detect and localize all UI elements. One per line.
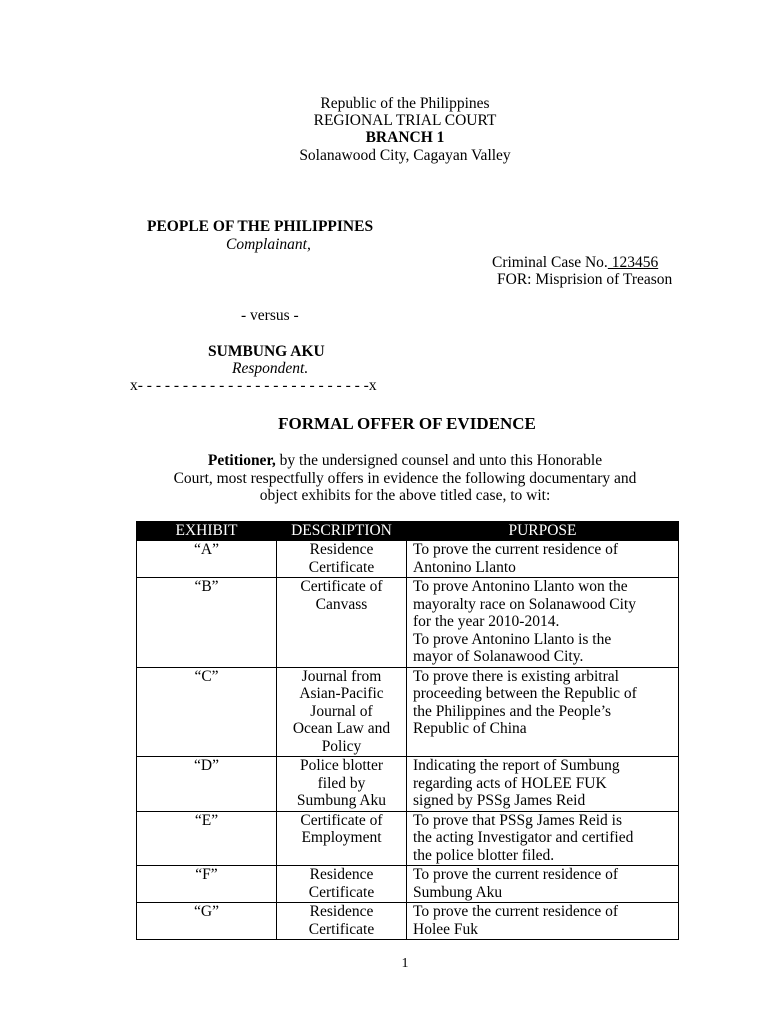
- purpose-line: the Philippines and the People’s: [413, 702, 612, 720]
- table-row: [137, 578, 679, 668]
- description-line: Certificate: [308, 558, 375, 576]
- description-cell: [277, 541, 407, 578]
- description-line: Certificate: [308, 920, 375, 938]
- description-line: Police blotter: [299, 757, 384, 774]
- caption-separator: x- - - - - - - - - - - - - - - - - - - - - - - - - -x: [130, 377, 377, 394]
- description-line: Journal of: [310, 702, 373, 720]
- description-line: Ocean Law and: [292, 720, 391, 737]
- purpose-line: mayoralty race on Solanawood City: [413, 595, 636, 613]
- description-line: Residence: [309, 541, 374, 558]
- exhibit-cell: “F”: [137, 866, 277, 903]
- description-line: Certificate of: [300, 811, 383, 829]
- description-line: Employment: [301, 829, 382, 846]
- purpose-cell: [407, 811, 679, 866]
- description-line: Asian-Pacific: [299, 685, 384, 702]
- respondent-role: Respondent.: [232, 360, 309, 377]
- purpose-line: mayor of Solanawood City.: [413, 648, 584, 665]
- document-title: FORMAL OFFER OF EVIDENCE: [278, 414, 536, 433]
- table-row: [137, 866, 679, 903]
- purpose-line: the acting Investigator and certified: [413, 829, 634, 846]
- exhibit-cell: “A”: [137, 541, 277, 578]
- complainant-role: Complainant,: [226, 236, 311, 253]
- page-number: 1: [401, 956, 409, 971]
- table-row: [137, 541, 679, 578]
- intro-lead: Petitioner,: [207, 452, 276, 469]
- purpose-line: To prove the current residence of: [413, 866, 619, 883]
- purpose-line: the police blotter filed.: [413, 846, 555, 864]
- intro-line-3: object exhibits for the above titled case, to wit:: [259, 487, 551, 504]
- table-row: [137, 667, 679, 757]
- description-cell: [277, 757, 407, 812]
- case-label: Criminal Case No.: [492, 254, 608, 271]
- header-exhibit: EXHIBIT: [137, 522, 277, 541]
- intro-line-2: Court, most respectfully offers in evidence the following documentary and: [173, 470, 637, 487]
- purpose-line: Antonino Llanto: [413, 558, 516, 576]
- purpose-cell: [407, 578, 679, 668]
- case-number-line: [492, 254, 658, 272]
- respondent-name: SUMBUNG AKU: [208, 343, 325, 360]
- purpose-line: regarding acts of HOLEE FUK: [413, 774, 607, 792]
- case-number: 123456: [607, 254, 659, 271]
- description-cell: [277, 667, 407, 757]
- description-line: filed by: [317, 774, 366, 792]
- purpose-cell: [407, 903, 679, 940]
- purpose-line: To prove the current residence of: [413, 541, 619, 558]
- exhibit-rows: [137, 541, 679, 940]
- exhibits-table: [136, 521, 679, 940]
- court-name: REGIONAL TRIAL COURT: [313, 112, 497, 129]
- table-row: [137, 811, 679, 866]
- description-line: Canvass: [315, 595, 368, 613]
- purpose-line: To prove Antonino Llanto is the: [413, 630, 612, 648]
- description-cell: [277, 811, 407, 866]
- exhibit-cell: “E”: [137, 811, 277, 866]
- court-branch: BRANCH 1: [365, 129, 445, 146]
- purpose-cell: [407, 866, 679, 903]
- table-header-row: [137, 522, 679, 541]
- court-republic: Republic of the Philippines: [320, 95, 490, 112]
- description-cell: [277, 866, 407, 903]
- description-line: Sumbung Aku: [296, 792, 387, 809]
- purpose-line: for the year 2010-2014.: [413, 613, 560, 630]
- purpose-line: Sumbung Aku: [413, 883, 503, 901]
- description-line: Policy: [321, 737, 362, 755]
- table-row: [137, 903, 679, 940]
- purpose-cell: [407, 757, 679, 812]
- purpose-line: Indicating the report of Sumbung: [413, 757, 620, 774]
- exhibit-cell: “C”: [137, 667, 277, 757]
- description-line: Residence: [309, 866, 374, 883]
- description-line: Certificate of: [300, 578, 383, 595]
- case-charge: FOR: Misprision of Treason: [497, 271, 673, 288]
- complainant-name: PEOPLE OF THE PHILIPPINES: [147, 218, 374, 235]
- purpose-line: To prove that PSSg James Reid is: [413, 811, 623, 829]
- exhibit-cell: “G”: [137, 903, 277, 940]
- purpose-line: proceeding between the Republic of: [413, 685, 637, 702]
- purpose-line: Republic of China: [413, 720, 527, 737]
- purpose-line: signed by PSSg James Reid: [413, 792, 586, 809]
- purpose-cell: [407, 667, 679, 757]
- purpose-line: Holee Fuk: [413, 920, 479, 938]
- purpose-line: To prove Antonino Llanto won the: [413, 578, 628, 595]
- exhibit-cell: “B”: [137, 578, 277, 668]
- versus-label: - versus -: [241, 307, 299, 324]
- intro-line-1: [0, 452, 768, 470]
- description-cell: [277, 903, 407, 940]
- header-purpose: PURPOSE: [407, 522, 679, 541]
- description-line: Certificate: [308, 883, 375, 901]
- table-row: [137, 757, 679, 812]
- header-description: DESCRIPTION: [277, 522, 407, 541]
- court-location: Solanawood City, Cagayan Valley: [299, 147, 511, 164]
- description-cell: [277, 578, 407, 668]
- purpose-cell: [407, 541, 679, 578]
- exhibit-cell: “D”: [137, 757, 277, 812]
- intro-text-1: by the undersigned counsel and unto this Honorable: [275, 452, 603, 469]
- description-line: Residence: [309, 903, 374, 920]
- purpose-line: To prove the current residence of: [413, 903, 619, 920]
- description-line: Journal from: [301, 667, 382, 685]
- purpose-line: To prove there is existing arbitral: [413, 667, 619, 685]
